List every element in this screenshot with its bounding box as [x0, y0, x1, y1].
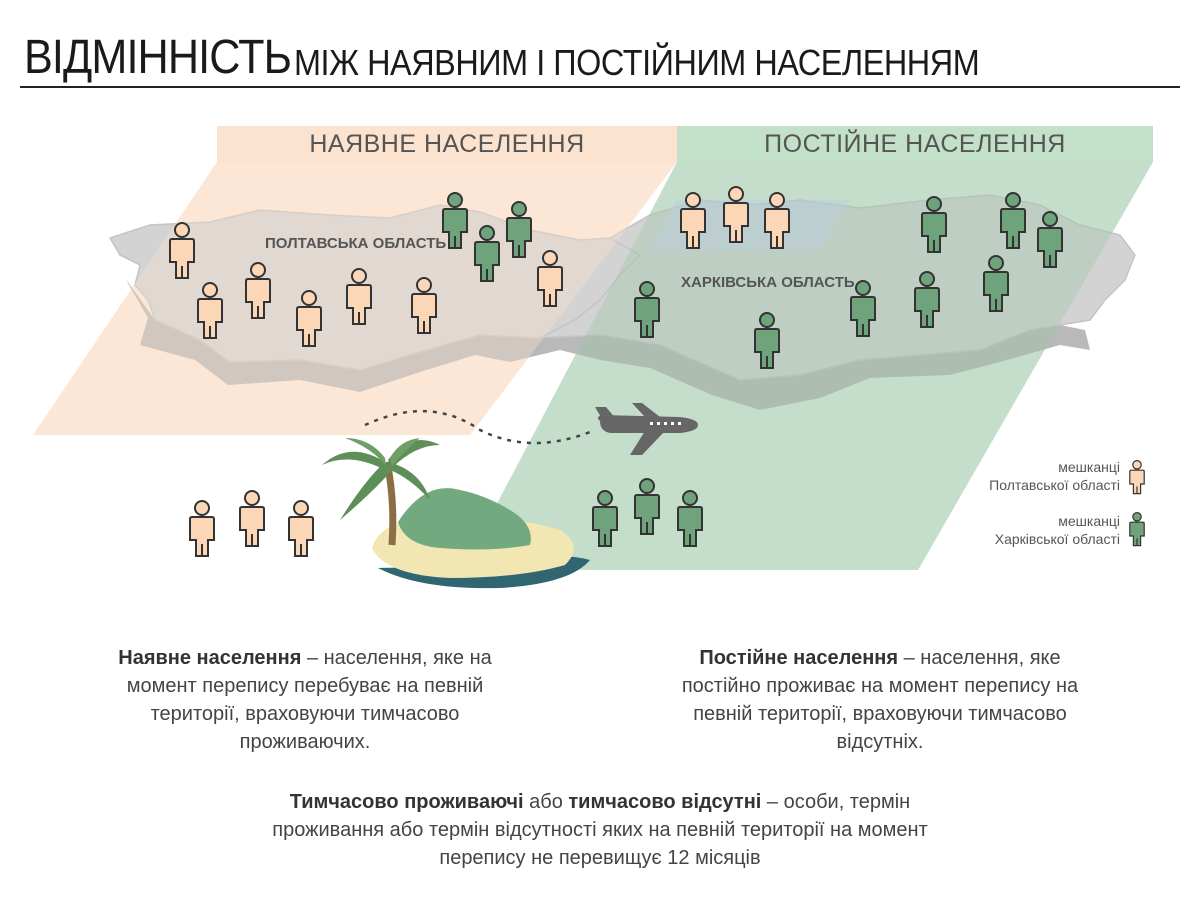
- temporary-definition: [260, 788, 940, 872]
- poltava-region-label: ПОЛТАВСЬКА ОБЛАСТЬ: [265, 235, 447, 252]
- temporary-term1: Тимчасово проживаючі: [289, 791, 524, 813]
- legend-poltava-line2: Полтавської області: [989, 477, 1120, 493]
- present-term: Наявне населення: [118, 647, 302, 669]
- temporary-or: або: [523, 791, 569, 813]
- person-icon: [240, 491, 264, 546]
- person-icon: [1130, 461, 1144, 494]
- present-population-definition: [100, 644, 510, 756]
- legend-kharkiv-icon: [1130, 513, 1144, 546]
- permanent-text: – населення, яке постійно проживає на момент перепису на певній території, враховуючи тимчасово відсутніх.: [681, 647, 1079, 753]
- legend-poltava: [989, 458, 1120, 494]
- person-icon: [190, 501, 214, 556]
- title-main: ВІДМІННІСТЬ: [24, 31, 292, 84]
- temporary-term2: тимчасово відсутні: [568, 791, 762, 813]
- person-icon: [289, 501, 313, 556]
- present-population-header: НАЯВНЕ НАСЕЛЕННЯ: [217, 126, 677, 162]
- temporary-text: – особи, термін проживання або термін відсутності яких на певній території на момент перепису не перевищує 12 місяців: [272, 791, 928, 869]
- kharkiv-region-label: ХАРКІВСЬКА ОБЛАСТЬ: [681, 274, 855, 291]
- poltava-travelers-group: [190, 491, 313, 556]
- person-icon: [1130, 513, 1144, 546]
- legend-kharkiv-line2: Харківської області: [994, 531, 1120, 547]
- permanent-population-definition: [660, 644, 1100, 756]
- legend-poltava-icon: [1130, 461, 1144, 494]
- permanent-population-header: ПОСТІЙНЕ НАСЕЛЕННЯ: [677, 126, 1153, 162]
- legend-kharkiv: [995, 512, 1120, 548]
- title-rest: МІЖ НАЯВНИМ І ПОСТІЙНИМ НАСЕЛЕННЯМ: [294, 42, 980, 83]
- legend-kharkiv-line1: мешканці: [1058, 513, 1120, 529]
- permanent-term: Постійне населення: [699, 647, 899, 669]
- legend-poltava-line1: мешканці: [1058, 459, 1120, 475]
- present-text: – населення, яке на момент перепису перебуває на певній території, враховуючи тимчасово проживаючих.: [126, 647, 492, 753]
